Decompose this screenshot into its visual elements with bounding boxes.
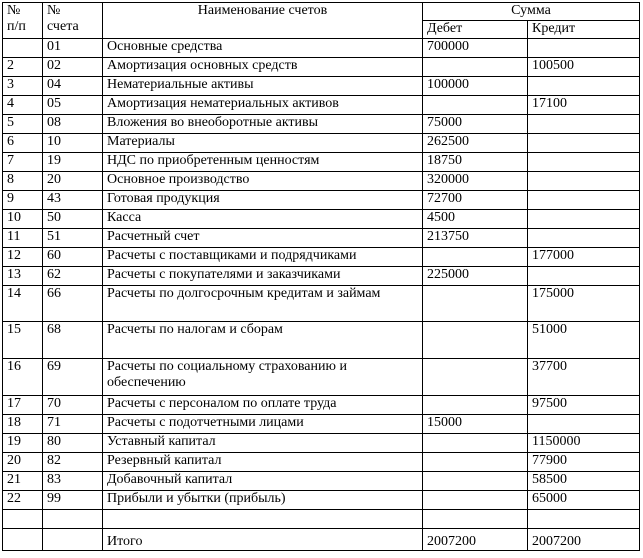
header-row-number-line1: № [7, 3, 21, 18]
credit-value [528, 267, 640, 286]
credit-value [528, 229, 640, 248]
row-number: 14 [3, 286, 43, 322]
row-number: 21 [3, 472, 43, 491]
account-number: 80 [43, 434, 103, 453]
debit-value: 72700 [423, 191, 528, 210]
table-row [3, 472, 640, 491]
credit-value: 175000 [528, 286, 640, 322]
account-name: Основное производство [103, 172, 423, 191]
credit-value: 97500 [528, 396, 640, 415]
row-number: 22 [3, 491, 43, 510]
debit-value: 15000 [423, 415, 528, 434]
row-number: 12 [3, 248, 43, 267]
total-row-number [3, 529, 43, 551]
table-row [3, 434, 640, 453]
debit-value: 18750 [423, 153, 528, 172]
credit-value: 1150000 [528, 434, 640, 453]
account-number: 71 [43, 415, 103, 434]
row-number: 8 [3, 172, 43, 191]
table-row [3, 58, 640, 77]
account-name: Расчеты по налогам и сборам [103, 322, 423, 359]
table-row [3, 134, 640, 153]
account-name: Прибыли и убытки (прибыль) [103, 491, 423, 510]
row-number: 18 [3, 415, 43, 434]
account-number: 10 [43, 134, 103, 153]
account-name: Основные средства [103, 39, 423, 58]
row-number: 6 [3, 134, 43, 153]
account-number: 51 [43, 229, 103, 248]
header-row-number-line2: п/п [7, 19, 26, 34]
header-row-number [3, 3, 43, 39]
account-name: Уставный капитал [103, 434, 423, 453]
row-number: 19 [3, 434, 43, 453]
credit-value: 51000 [528, 322, 640, 359]
row-number: 20 [3, 453, 43, 472]
table-row [3, 172, 640, 191]
total-row [3, 529, 640, 551]
account-name: Вложения во внеоборотные активы [103, 115, 423, 134]
debit-value [423, 491, 528, 510]
debit-value [423, 472, 528, 491]
credit-value [528, 415, 640, 434]
table-row [3, 248, 640, 267]
trial-balance-table [2, 2, 640, 551]
account-name: Расчеты с подотчетными лицами [103, 415, 423, 434]
header-account-number [43, 3, 103, 39]
account-name: Амортизация основных средств [103, 58, 423, 77]
credit-value: 77900 [528, 453, 640, 472]
debit-value: 213750 [423, 229, 528, 248]
header-account-name: Наименование счетов [103, 3, 423, 39]
debit-value: 4500 [423, 210, 528, 229]
table-row [3, 210, 640, 229]
debit-value [423, 58, 528, 77]
account-name: Добавочный капитал [103, 472, 423, 491]
account-number [43, 510, 103, 529]
debit-value [423, 96, 528, 115]
debit-value: 700000 [423, 39, 528, 58]
account-number: 68 [43, 322, 103, 359]
row-number: 2 [3, 58, 43, 77]
table-row [3, 115, 640, 134]
account-name: Расчетный счет [103, 229, 423, 248]
row-number [3, 510, 43, 529]
account-name: Готовая продукция [103, 191, 423, 210]
total-account [43, 529, 103, 551]
debit-value: 320000 [423, 172, 528, 191]
account-number: 70 [43, 396, 103, 415]
header-account-number-line1: № [47, 3, 61, 18]
debit-value [423, 434, 528, 453]
account-name: Расчеты по долгосрочным кредитам и займам [103, 286, 423, 322]
row-number: 17 [3, 396, 43, 415]
table-row [3, 396, 640, 415]
header-sum: Сумма [423, 3, 640, 21]
account-number: 83 [43, 472, 103, 491]
credit-value: 177000 [528, 248, 640, 267]
account-name: Расчеты с персоналом по оплате труда [103, 396, 423, 415]
table-row [3, 267, 640, 286]
debit-value [423, 396, 528, 415]
credit-value [528, 191, 640, 210]
account-number: 60 [43, 248, 103, 267]
table-row [3, 39, 640, 58]
total-label: Итого [103, 529, 423, 551]
table-row [3, 359, 640, 396]
account-name: Резервный капитал [103, 453, 423, 472]
table-row [3, 453, 640, 472]
table-row [3, 77, 640, 96]
debit-value [423, 359, 528, 396]
account-number: 02 [43, 58, 103, 77]
table-row [3, 191, 640, 210]
row-number: 3 [3, 77, 43, 96]
account-name: Расчеты с поставщиками и подрядчиками [103, 248, 423, 267]
credit-value [528, 153, 640, 172]
header-credit: Кредит [528, 21, 640, 39]
account-name: Материалы [103, 134, 423, 153]
row-number: 13 [3, 267, 43, 286]
account-number: 05 [43, 96, 103, 115]
debit-value [423, 453, 528, 472]
credit-value [528, 77, 640, 96]
debit-value [423, 248, 528, 267]
table-row [3, 491, 640, 510]
credit-value [528, 39, 640, 58]
debit-value: 75000 [423, 115, 528, 134]
credit-value: 65000 [528, 491, 640, 510]
table-row [3, 415, 640, 434]
debit-value: 225000 [423, 267, 528, 286]
account-number: 82 [43, 453, 103, 472]
credit-value [528, 172, 640, 191]
credit-value: 17100 [528, 96, 640, 115]
account-name: Амортизация нематериальных активов [103, 96, 423, 115]
row-number: 11 [3, 229, 43, 248]
credit-value [528, 134, 640, 153]
account-number: 08 [43, 115, 103, 134]
account-name: Расчеты по социальному страхованию и обеспечению [103, 359, 423, 396]
credit-value: 37700 [528, 359, 640, 396]
debit-value [423, 286, 528, 322]
account-name: НДС по приобретенным ценностям [103, 153, 423, 172]
account-name: Расчеты с покупателями и заказчиками [103, 267, 423, 286]
header-debit: Дебет [423, 21, 528, 39]
table-row [3, 229, 640, 248]
account-name: Касса [103, 210, 423, 229]
table-row [3, 96, 640, 115]
table-row [3, 286, 640, 322]
row-number: 16 [3, 359, 43, 396]
row-number: 15 [3, 322, 43, 359]
table-row [3, 153, 640, 172]
row-number: 4 [3, 96, 43, 115]
account-number: 20 [43, 172, 103, 191]
debit-value: 262500 [423, 134, 528, 153]
row-number [3, 39, 43, 58]
debit-value [423, 322, 528, 359]
row-number: 7 [3, 153, 43, 172]
row-number: 9 [3, 191, 43, 210]
account-name: Нематериальные активы [103, 77, 423, 96]
header-account-number-line2: счета [47, 19, 79, 34]
credit-value [528, 115, 640, 134]
row-number: 10 [3, 210, 43, 229]
account-number: 50 [43, 210, 103, 229]
account-number: 66 [43, 286, 103, 322]
credit-value: 58500 [528, 472, 640, 491]
row-number: 5 [3, 115, 43, 134]
total-credit: 2007200 [528, 529, 640, 551]
total-debit: 2007200 [423, 529, 528, 551]
account-number: 43 [43, 191, 103, 210]
account-number: 04 [43, 77, 103, 96]
credit-value: 100500 [528, 58, 640, 77]
account-number: 69 [43, 359, 103, 396]
account-number: 99 [43, 491, 103, 510]
account-number: 62 [43, 267, 103, 286]
debit-value [423, 510, 528, 529]
credit-value [528, 510, 640, 529]
account-number: 01 [43, 39, 103, 58]
table-row [3, 510, 640, 529]
account-number: 19 [43, 153, 103, 172]
debit-value: 100000 [423, 77, 528, 96]
table-row [3, 322, 640, 359]
credit-value [528, 210, 640, 229]
account-name [103, 510, 423, 529]
